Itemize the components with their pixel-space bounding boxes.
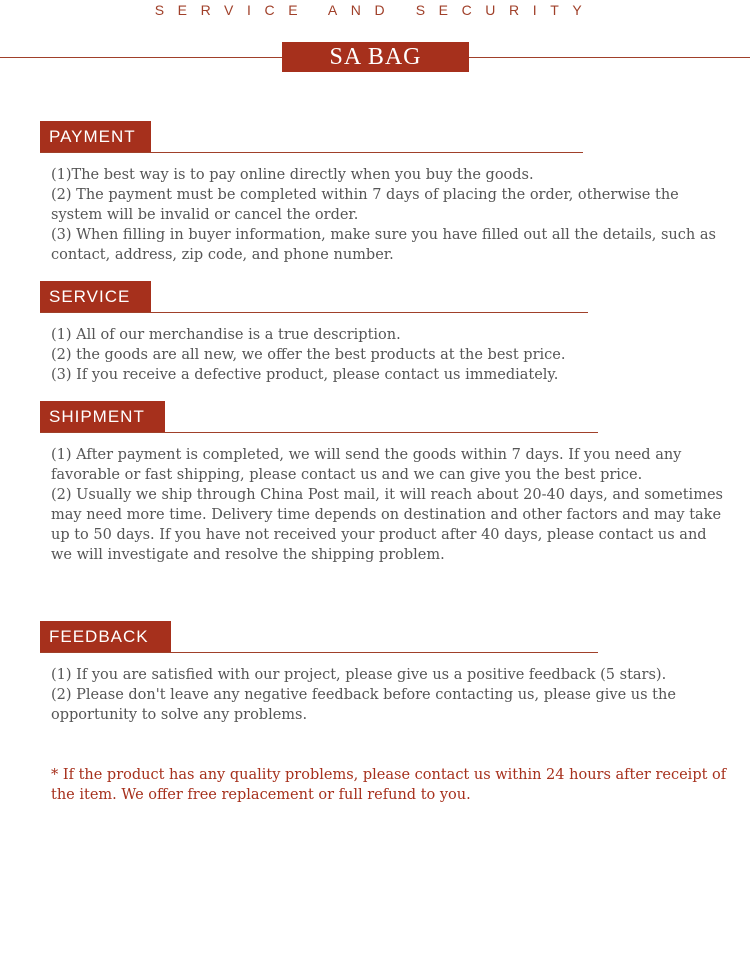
service-item: (1) All of our merchandise is a true description.	[51, 327, 401, 343]
payment-item: (3) When filling in buyer information, make sure you have filled out all the details, such as contact, address, zip code, and phone number.	[51, 227, 716, 263]
service-item: (3) If you receive a defective product, please contact us immediately.	[51, 367, 559, 383]
shipment-item: (2) Usually we ship through China Post mail, it will reach about 20-40 days, and sometimes may need more time. Delivery time depends on destination and other factors and may take up to 50 days. If you have not received your product after 40 days, please contact us and we will investigate and resolve the shipping problem.	[51, 487, 723, 563]
feedback-text	[51, 665, 731, 725]
payment-text	[51, 165, 731, 265]
shipment-text	[51, 445, 731, 565]
payment-rule	[40, 152, 583, 153]
feedback-rule	[40, 652, 598, 653]
payment-item: (2) The payment must be completed within 7 days of placing the order, otherwise the system will be invalid or cancel the order.	[51, 187, 679, 223]
service-title: SERVICE	[40, 281, 151, 313]
feedback-item: (1) If you are satisfied with our project, please give us a positive feedback (5 stars).	[51, 667, 667, 683]
feedback-title: FEEDBACK	[40, 621, 171, 653]
brand-banner: SA BAG	[282, 42, 469, 72]
shipment-section-header	[40, 401, 598, 433]
shipment-title: SHIPMENT	[40, 401, 165, 433]
service-section-header	[40, 281, 588, 313]
payment-item: (1)The best way is to pay online directly when you buy the goods.	[51, 167, 534, 183]
shipment-item: (1) After payment is completed, we will send the goods within 7 days. If you need any favorable or fast shipping, please contact us and we can give you the best price.	[51, 447, 682, 483]
service-item: (2) the goods are all new, we offer the best products at the best price.	[51, 347, 566, 363]
feedback-section-header	[40, 621, 598, 653]
payment-title: PAYMENT	[40, 121, 151, 153]
service-security-tagline: SERVICE AND SECURITY	[154, 2, 596, 18]
shipment-rule	[40, 432, 598, 433]
service-text	[51, 325, 731, 385]
payment-section-header	[40, 121, 583, 153]
service-rule	[40, 312, 588, 313]
quality-note: * If the product has any quality problems, please contact us within 24 hours after receipt of the item. We offer free replacement or full refund to you.	[51, 767, 727, 803]
feedback-item: (2) Please don't leave any negative feedback before contacting us, please give us the opportunity to solve any problems.	[51, 687, 676, 723]
